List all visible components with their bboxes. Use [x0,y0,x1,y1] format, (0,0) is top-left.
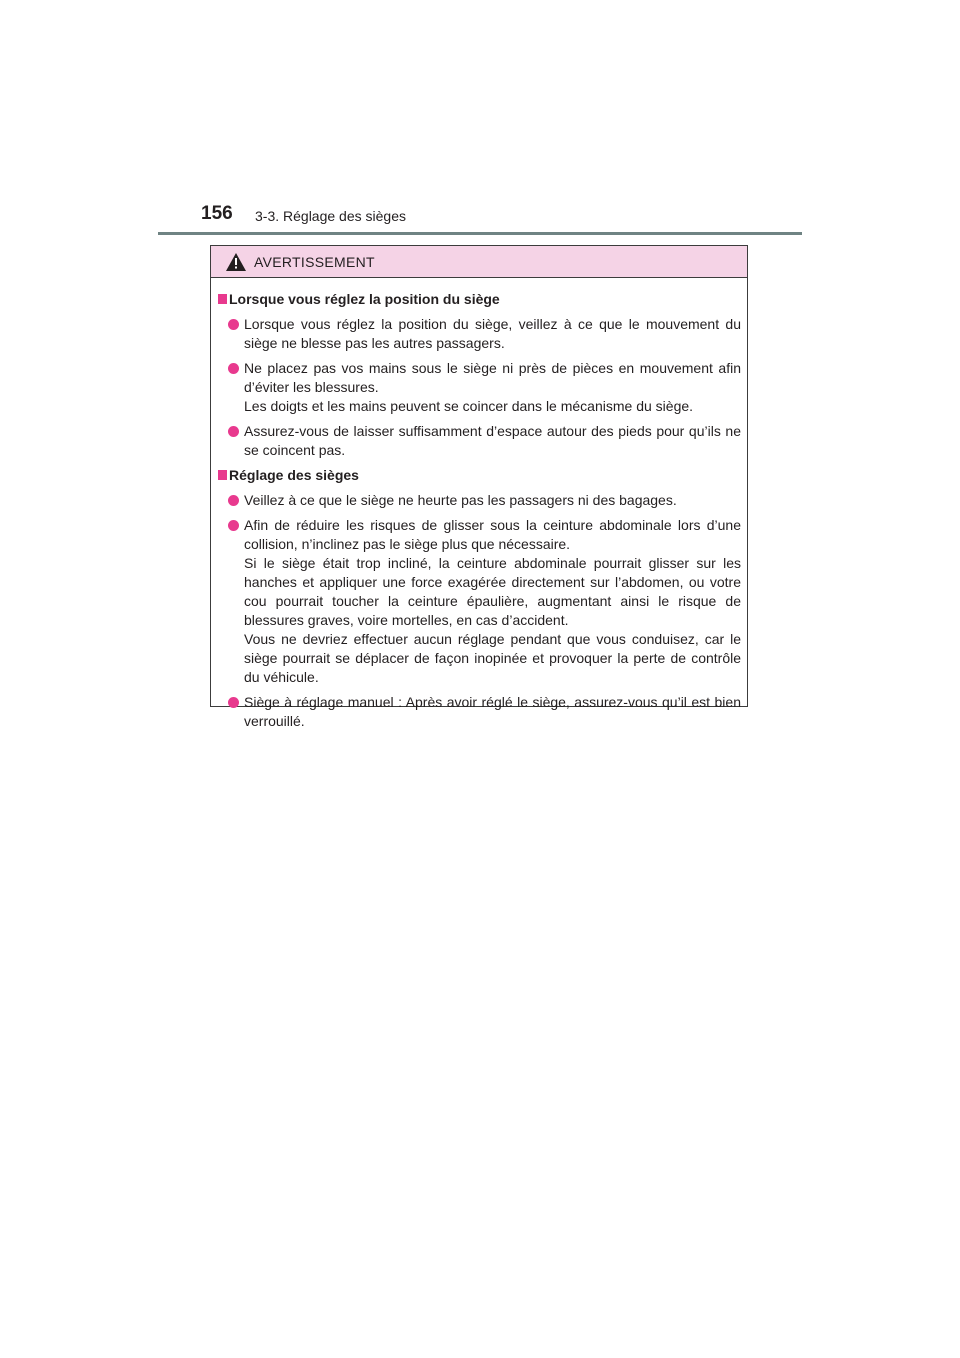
warning-body [211,278,747,731]
warning-header [211,246,747,278]
header-rule [158,232,802,235]
item-text: Siège à réglage manuel : Après avoir réglé le siège, assurez-vous qu’il est bien verrouillé. [244,694,741,729]
warning-label: AVERTISSEMENT [254,254,375,270]
list-item [218,516,741,687]
circle-bullet-icon [228,495,239,506]
subheading-seat-position [218,290,741,309]
circle-bullet-icon [228,363,239,374]
item-text: Vous ne devriez effectuer aucun réglage pendant que vous conduisez, car le siège pourrait se déplacer de façon inopinée et provoquer la perte de contrôle du véhicule. [244,631,741,685]
list-item [218,315,741,353]
list-item [218,693,741,731]
item-text: Veillez à ce que le siège ne heurte pas les passagers ni des bagages. [244,492,677,508]
item-text: Si le siège était trop incliné, la ceinture abdominale pourrait glisser sur les hanches et appliquer une force exagérée directement sur l’abdomen, ou votre cou pourrait toucher la ceinture épaulière, augmentant ainsi le risque de blessures graves, voire mortelles, en cas d’accident. [244,555,741,628]
square-bullet-icon [218,470,227,480]
circle-bullet-icon [228,319,239,330]
item-text: Afin de réduire les risques de glisser sous la ceinture abdominale lors d’une collision, n’inclinez pas le siège plus que nécessaire. [244,517,741,552]
page-header [201,203,761,231]
list-item [218,491,741,510]
section-title: 3-3. Réglage des sièges [255,208,406,224]
circle-bullet-icon [228,426,239,437]
page-number: 156 [201,203,233,224]
list-item [218,422,741,460]
item-text: Lorsque vous réglez la position du siège, veillez à ce que le mouvement du siège ne blesse pas les autres passagers. [244,316,741,351]
list-item [218,359,741,416]
circle-bullet-icon [228,520,239,531]
subheading-text: Réglage des sièges [229,467,359,483]
warning-triangle-icon [226,253,246,271]
item-text: Ne placez pas vos mains sous le siège ni près de pièces en mouvement afin d’éviter les blessures. [244,360,741,395]
item-text: Les doigts et les mains peuvent se coincer dans le mécanisme du siège. [244,398,694,414]
subheading-seat-adjustment [218,466,741,485]
circle-bullet-icon [228,697,239,708]
item-text: Assurez-vous de laisser suffisamment d’espace autour des pieds pour qu’ils ne se coincent pas. [244,423,741,458]
subheading-text: Lorsque vous réglez la position du siège [229,291,500,307]
warning-box [210,245,748,729]
square-bullet-icon [218,294,227,304]
